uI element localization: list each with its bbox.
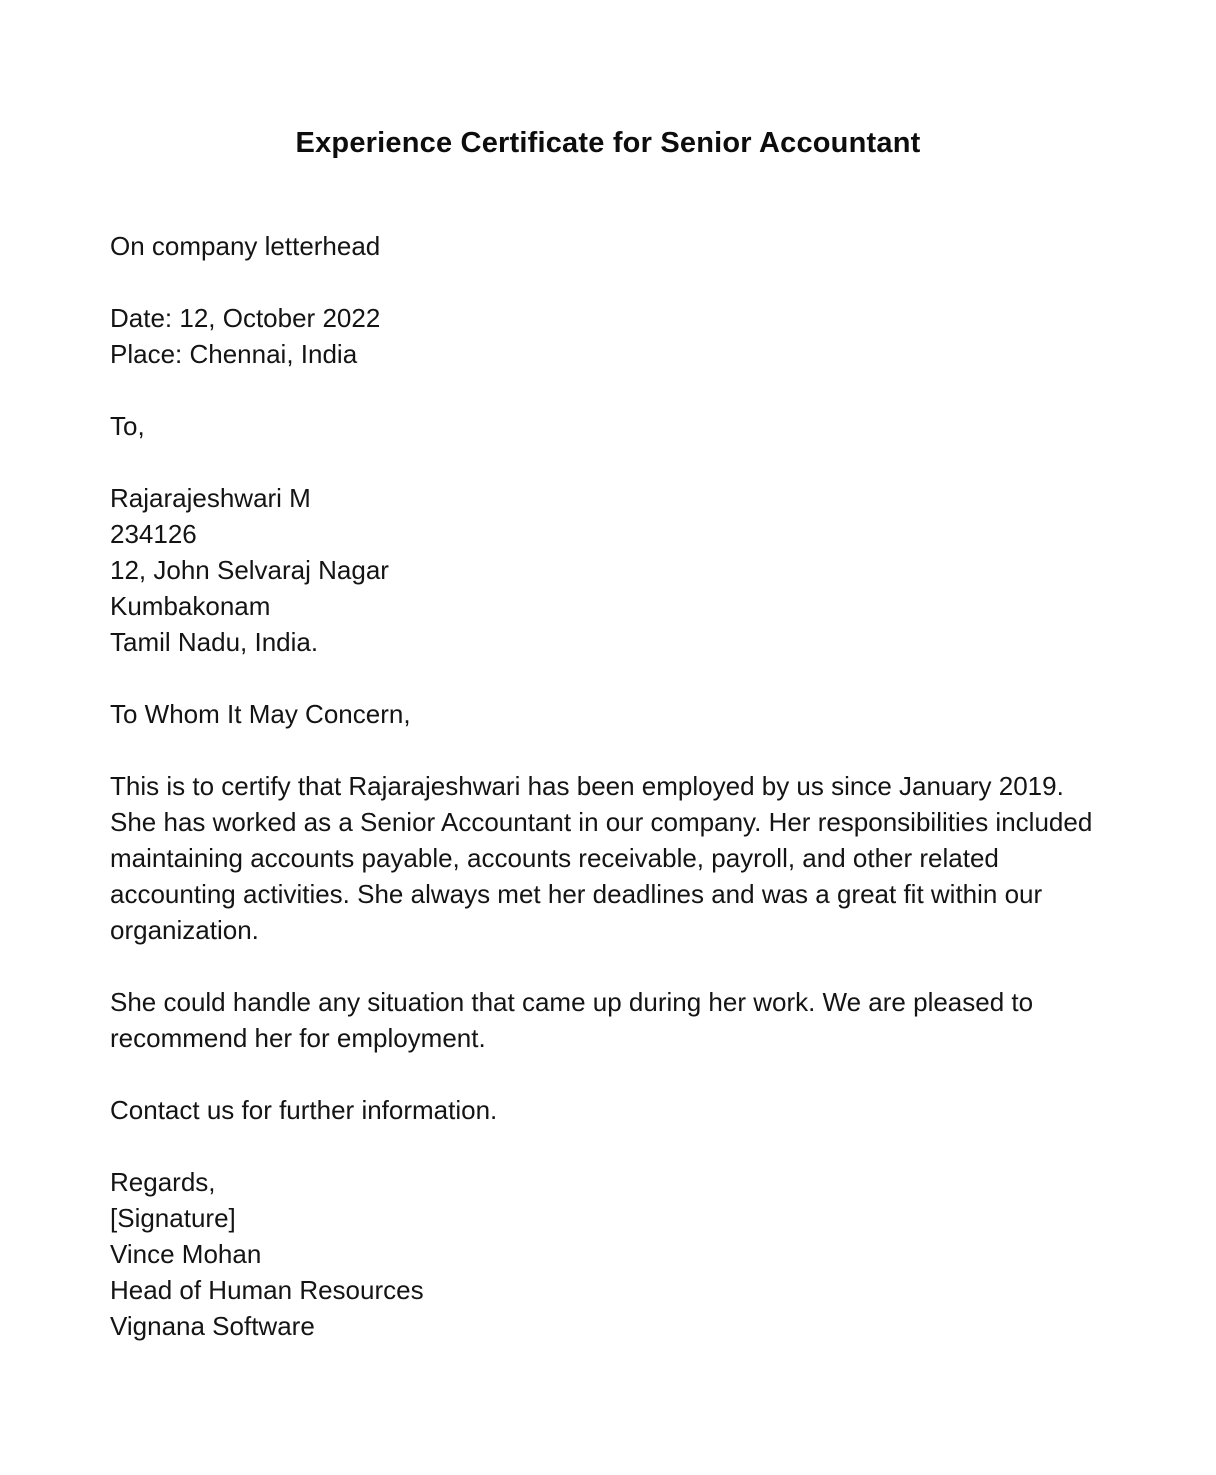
recipient-address-block [110,480,1106,660]
date-place-block [110,300,1106,372]
signer-name: Vince Mohan [110,1239,262,1269]
greeting: To Whom It May Concern, [110,699,411,729]
letter-body [110,228,1106,1344]
body-paragraph-2: She could handle any situation that came up during her work. We are pleased to recommend her for employment. [110,987,1034,1053]
closing-regards: Regards, [110,1167,216,1197]
signer-title: Head of Human Resources [110,1275,424,1305]
recipient-employee-id: 234126 [110,519,197,549]
document-title: Experience Certificate for Senior Accountant [295,127,921,159]
body-paragraph-2-block [110,984,1106,1056]
to-label: To, [110,411,145,441]
place-line: Place: Chennai, India [110,339,358,369]
body-paragraph-1: This is to certify that Rajarajeshwari has been employed by us since January 2019. She has worked as a Senior Accountant in our company. Her responsibilities included maintaining accounts payable, accounts receivable, payroll, and other related accounting activities. She always met her deadlines and was a great fit within our organization. [110,771,1093,945]
recipient-name: Rajarajeshwari M [110,483,311,513]
body-paragraph-1-block [110,768,1106,948]
letterhead-note-block [110,228,1106,264]
recipient-address-line2: Kumbakonam [110,591,271,621]
recipient-address-line1: 12, John Selvaraj Nagar [110,555,389,585]
signer-company: Vignana Software [110,1311,315,1341]
greeting-block [110,696,1106,732]
signature-block [110,1164,1106,1344]
recipient-address-line3: Tamil Nadu, India. [110,627,319,657]
signature-placeholder: [Signature] [110,1203,236,1233]
body-paragraph-3: Contact us for further information. [110,1095,498,1125]
date-line: Date: 12, October 2022 [110,303,381,333]
to-label-block [110,408,1106,444]
letterhead-note: On company letterhead [110,231,381,261]
body-paragraph-3-block [110,1092,1106,1128]
